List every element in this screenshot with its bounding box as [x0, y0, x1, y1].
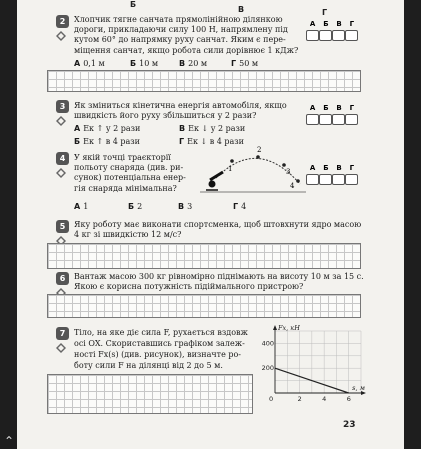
chart-grid	[275, 331, 361, 393]
answer-box[interactable]	[345, 30, 358, 41]
q6-text: Вантаж масою 300 кг рівномірно піднімають на висоту 10 м за 15 с. Якою є корисна потужність підіймального пристрою?	[74, 272, 364, 292]
point-label-1: 1	[228, 165, 233, 173]
q4-text: У якій точці траєкторії польоту снаряда (див. ри- сунок) потенціальна енер- гія снаряда мінімальна?	[74, 153, 186, 193]
answer-box[interactable]	[345, 174, 358, 185]
x-tick-label: 2	[297, 395, 302, 403]
point-label-3: 3	[286, 168, 291, 176]
question-number-badge: 5	[56, 220, 69, 233]
q5-text: Яку роботу має виконати спортсменка, щоб штовхнути ядро масою 4 кг зі швидкістю 12 м/с?	[74, 220, 362, 240]
diamond-icon	[56, 168, 66, 178]
q3-text: Як зміниться кінетична енергія автомобіля, якщо швидкість його руху збільшиться у 2 рази?	[74, 101, 287, 121]
q4-option-b[interactable]: Б 2	[128, 202, 143, 211]
answer-box[interactable]	[319, 174, 332, 185]
q7-answer-area[interactable]	[47, 374, 253, 414]
x-tick-label: 0	[269, 395, 274, 403]
answer-box[interactable]	[306, 114, 319, 125]
page-number: 23	[343, 420, 356, 430]
q4-option-v[interactable]: В 3	[178, 202, 193, 211]
point-label-2: 2	[257, 146, 262, 154]
diamond-icon	[56, 116, 66, 126]
answer-box[interactable]	[332, 114, 345, 125]
diamond-icon	[56, 343, 66, 353]
point-label-4: 4	[290, 182, 295, 190]
workbook-page	[17, 0, 404, 449]
header-col-v: В	[238, 5, 245, 14]
x-axis-label: s, м	[352, 384, 365, 392]
header-col-g: Г	[322, 8, 328, 17]
q5-answer-area[interactable]	[47, 243, 361, 269]
question-number-badge: 4	[56, 152, 69, 165]
question-number-badge: 6	[56, 272, 69, 285]
q7-text: Тіло, на яке діє сила F, рухається вздовж осі OX. Скориставшись графіком залеж- ності Fx(s) (див. рисунок), визначте ро- боту сили F на ділянці від 2 до 5 м.	[74, 328, 248, 370]
header-col-b: Б	[130, 0, 137, 9]
q2-option-a[interactable]: А 0,1 м	[74, 59, 105, 68]
answer-box[interactable]	[332, 30, 345, 41]
q2-answer-area[interactable]	[47, 70, 361, 92]
q3-option-b[interactable]: Б Eк ↑ в 4 рази	[74, 137, 141, 146]
q2-option-g[interactable]: Г 50 м	[231, 59, 259, 68]
force-displacement-chart	[257, 323, 367, 409]
trajectory-point-1	[230, 159, 234, 163]
q4-answer-grid[interactable]: А Б В Г	[306, 164, 358, 185]
answer-box[interactable]	[306, 30, 319, 41]
answer-box[interactable]	[306, 174, 319, 185]
q3-answer-grid[interactable]: А Б В Г	[306, 104, 358, 125]
answer-box[interactable]	[345, 114, 358, 125]
y-tick-label: 400	[261, 339, 274, 348]
trajectory-point-2	[256, 155, 260, 159]
x-tick-label: 6	[346, 395, 351, 403]
q2-text: Хлопчик тягне санчата прямолінійною ділянкою дороги, прикладаючи силу 100 Н, напрямлену під кутом 60° до напрямку руху санчат. Яким є пере- міщення санчат, якщо робота сили дорівнює 1 кДж?	[74, 15, 299, 55]
q4-option-g[interactable]: Г 4	[233, 202, 247, 211]
question-number-badge: 2	[56, 15, 69, 28]
trajectory-figure	[200, 144, 306, 194]
q6-answer-area[interactable]	[47, 294, 361, 318]
chart-labels	[262, 324, 365, 403]
answer-box[interactable]	[319, 30, 332, 41]
x-tick-label: 4	[322, 395, 327, 403]
question-number-badge: 3	[56, 100, 69, 113]
y-axis-label: Fx, кН	[278, 324, 300, 332]
question-number-badge: 7	[56, 327, 69, 340]
answer-box[interactable]	[332, 174, 345, 185]
q3-option-v[interactable]: В Eк ↓ у 2 рази	[179, 124, 246, 133]
q4-option-a[interactable]: А 1	[74, 202, 89, 211]
q2-option-b[interactable]: Б 10 м	[130, 59, 159, 68]
answer-box[interactable]	[319, 114, 332, 125]
diamond-icon	[56, 31, 66, 41]
y-axis-arrow	[273, 325, 277, 330]
trajectory-point-4	[296, 179, 300, 183]
q2-answer-grid[interactable]: А Б В Г	[306, 20, 358, 41]
chevron-up-icon[interactable]: ⌃	[4, 434, 15, 448]
q3-option-g[interactable]: Г Eк ↓ в 4 рази	[179, 137, 245, 146]
q3-option-a[interactable]: А Eк ↑ у 2 рази	[74, 124, 141, 133]
cannon-icon	[206, 172, 223, 190]
trajectory-point-3	[282, 163, 286, 167]
y-tick-label: 200	[261, 364, 274, 373]
q2-option-v[interactable]: В 20 м	[179, 59, 208, 68]
